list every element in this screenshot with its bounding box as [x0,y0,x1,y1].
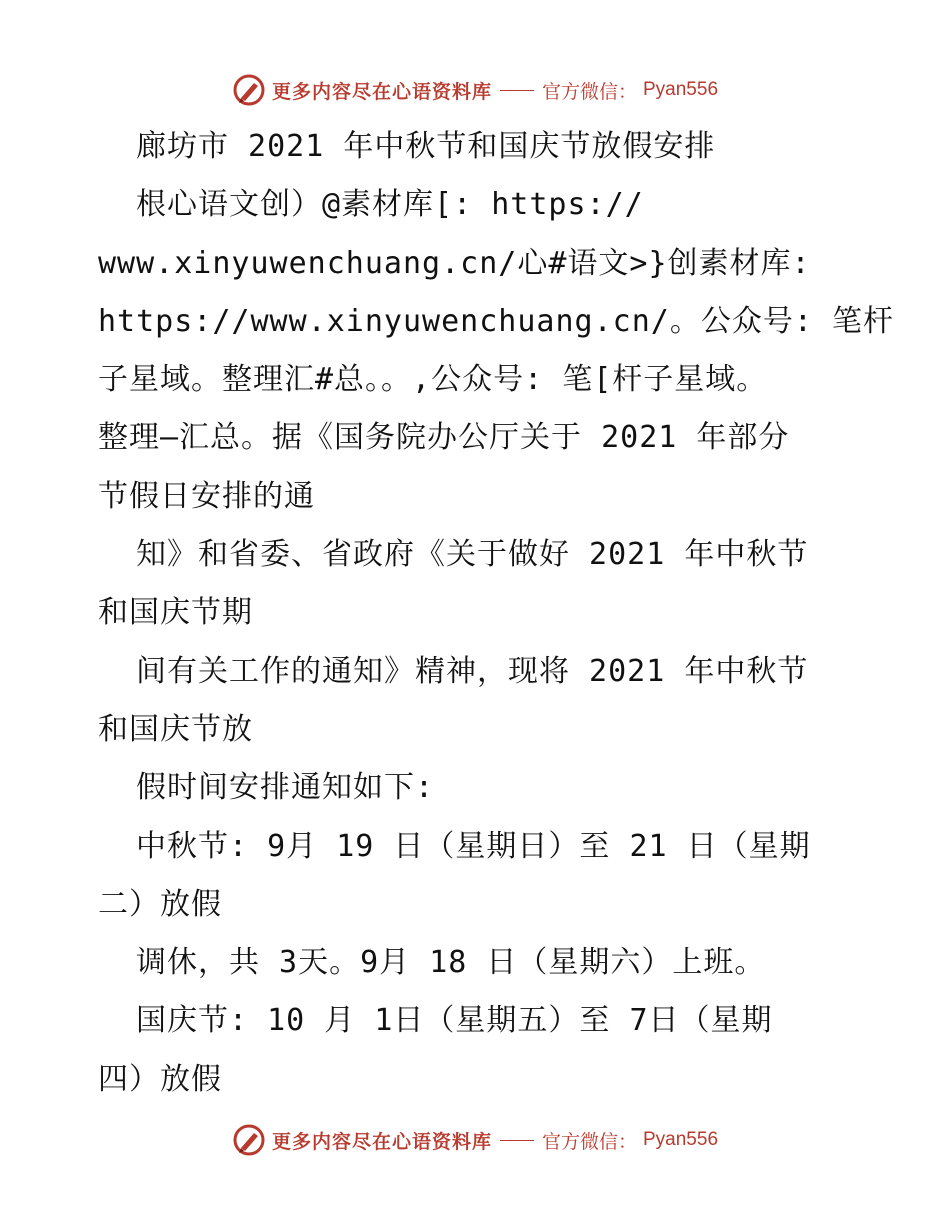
doc-line: 四）放假 [98,1061,222,1097]
doc-line: 中秋节: 9月 19 日（星期日）至 21 日（星期 [136,828,811,864]
doc-line: 知》和省委、省政府《关于做好 2021 年中秋节 [136,537,809,573]
doc-line-title: 廊坊市 2021 年中秋节和国庆节放假安排 [136,129,716,164]
footer-banner [0,1120,950,1160]
doc-line: 整理—汇总。据《国务院办公厅关于 2021 年部分 [98,420,790,456]
pen-logo-icon [232,1123,266,1157]
doc-line: 和国庆节放 [98,711,253,747]
doc-line: 国庆节: 10 月 1日（星期五）至 7日（星期 [136,1003,773,1039]
banner-wechat-id: Pyan556 [643,79,719,100]
doc-line: 调休，共 3天。9月 18 日（星期六）上班。 [136,945,766,981]
doc-line: 二）放假 [98,886,222,922]
banner-dash [500,90,534,91]
doc-line: 子星域。整理汇#总。。,公众号: 笔[杆子星域。 [98,362,768,398]
header-banner [0,70,950,110]
document-body [98,118,894,1109]
doc-line: 假时间安排通知如下: [136,770,435,806]
doc-line: www.xinyuwenchuang.cn/心#语文>}创素材库: [98,245,811,281]
banner-title: 更多内容尽在心语资料库 [271,80,492,103]
banner-wechat-label: 官方微信： [541,80,637,103]
banner-title: 更多内容尽在心语资料库 [271,1130,492,1153]
doc-line: 根心语文创）@素材库[: https:// [136,187,644,223]
banner-dash [500,1140,534,1141]
banner-wechat-id: Pyan556 [643,1129,719,1150]
doc-line: 节假日安排的通 [98,478,315,514]
banner-wechat-label: 官方微信： [541,1130,637,1153]
doc-line: 和国庆节期 [98,595,253,631]
doc-line: 间有关工作的通知》精神，现将 2021 年中秋节 [136,653,809,689]
pen-logo-icon [232,73,266,107]
doc-line: https://www.xinyuwenchuang.cn/。公众号: 笔杆 [98,303,894,339]
